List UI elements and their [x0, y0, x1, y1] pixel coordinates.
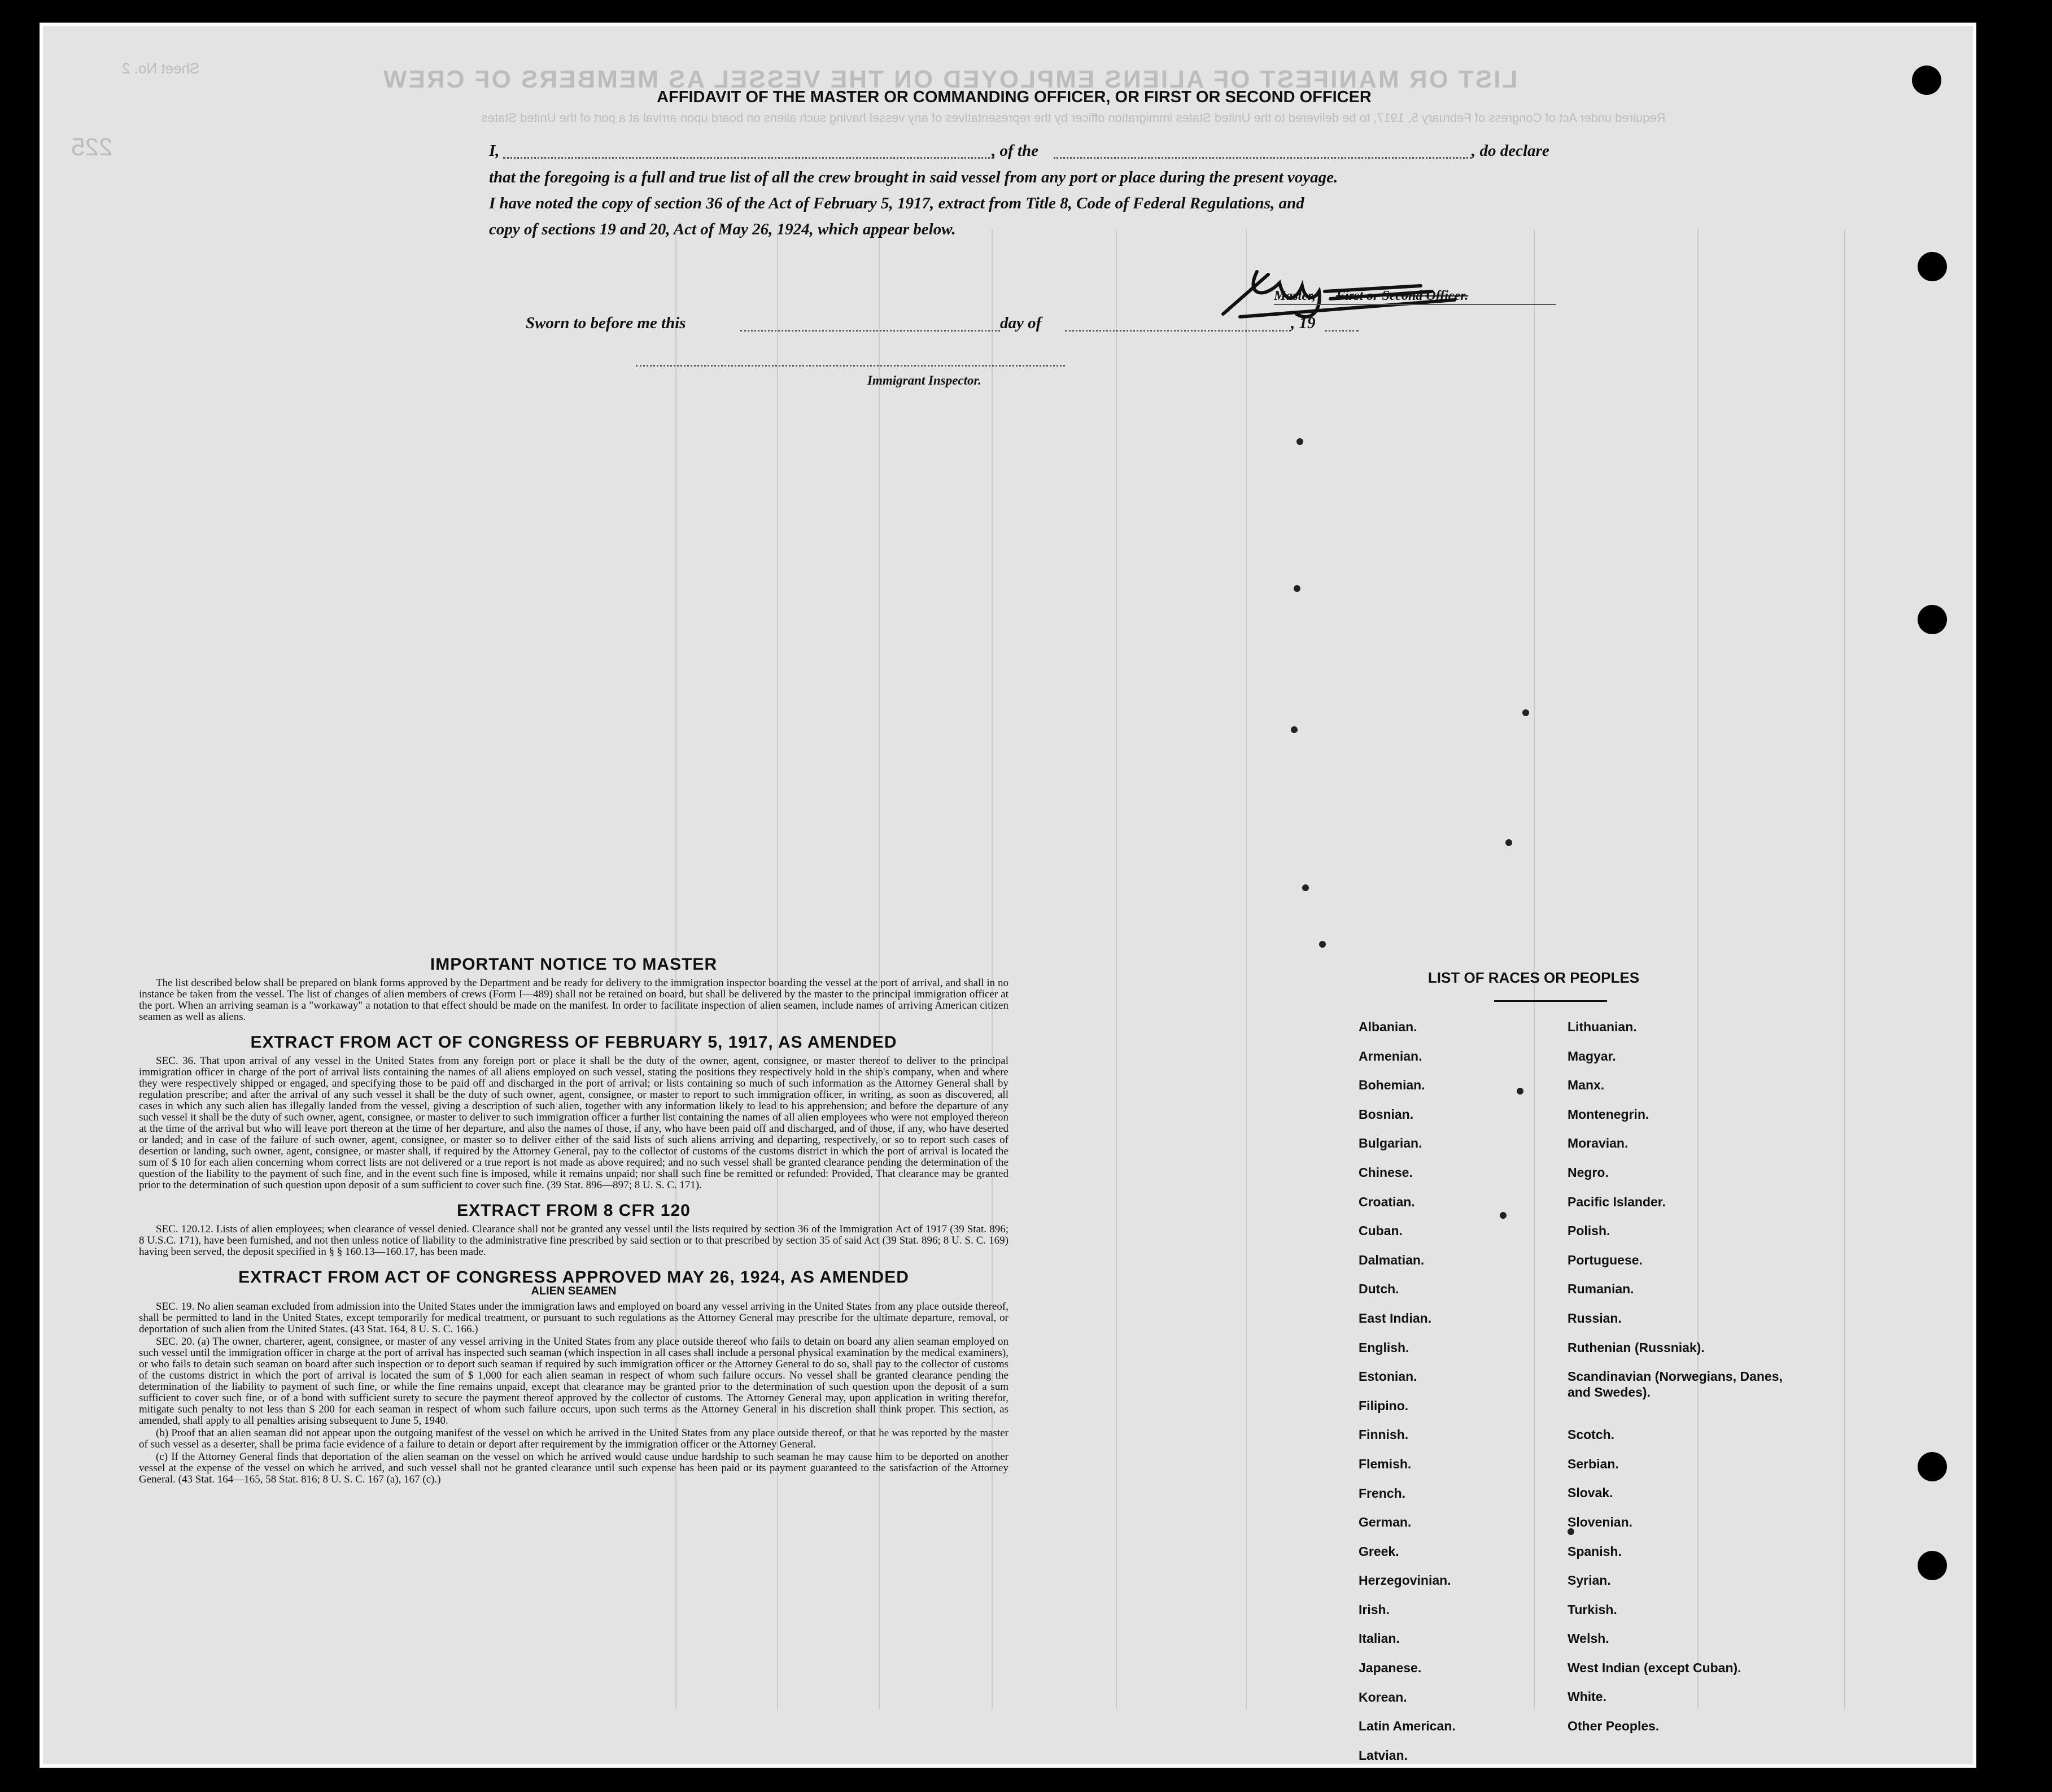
race-item: Portuguese. — [1568, 1252, 1643, 1267]
notice-text: The list described below shall be prepared on blank forms approved by the Department and be ready for delivery to the immigration inspector boarding the vessel at the port of arrival, and shall in no instance be taken from the vessel. The list of changes of alien members of crews (Form I—489) shall not be retained on board, but shall be delivered by the master to the principal immigration officer at the port. When an arriving seaman is a "workaway" a notation to that effect should be made on the manifest. In order to facilitate inspection of alien seamen, include names of arriving American citizen seamen as well as aliens. — [139, 977, 1008, 1023]
affidavit-line-2: that the foregoing is a full and true list of all the crew brought in said vessel from any port or place during the present voyage. — [489, 168, 1338, 186]
race-item: Other Peoples. — [1568, 1719, 1660, 1734]
notice-title: IMPORTANT NOTICE TO MASTER — [430, 955, 718, 974]
extract-1924-sec20b: (b) Proof that an alien seaman did not appear upon the outgoing manifest of the vessel on which he arrived in the United States from any place outside thereof, or that he was reported by the master of such vessel as a deserter, shall be prima facie evidence of a failure to detain or deport after requirement by the immigration officer or the Attorney General. — [139, 1427, 1008, 1450]
affidavit-declare-label: , do declare — [1472, 142, 1549, 160]
affidavit-i-label: I, — [489, 142, 500, 160]
ink-speck — [1505, 839, 1512, 846]
sheet-number: Sheet No. 2 — [122, 60, 200, 77]
binder-hole — [1918, 252, 1947, 281]
race-item: Spanish. — [1568, 1544, 1622, 1559]
extract-1917-text: SEC. 36. That upon arrival of any vessel in the United States from any foreign port or place it shall be the duty of the owner, agent, consignee, or master thereof to deliver to the principal immigration officer in charge of the port of arrival lists containing the names of all aliens employed on such vessel, stating the positions they respectively hold in the ship's company, when and where they were respectively shipped or engaged, and specifying those to be paid off and discharged in the port of arrival; or lists containing so much of such information as the Attorney General shall by regulation prescribe; and after the arrival of any such vessel it shall be the duty of such owner, agent, consignee, or master to report to such immigration officer, in writing, as soon as discovered, all cases in which any such alien has illegally landed from the vessel, giving a description of such alien, together with any information likely to lead to his apprehension; and before the departure of any such vessel it shall be the duty of such owner, agent, consignee, or master to deliver to such immigration officer a further list containing the names of all alien employees who were not employed thereon at the time of the arrival but who will leave port thereon at the time of her departure, and also the names of those, if any, who have been paid off and discharged, and of those, if any, who have deserted or landed; and in case of the failure of such owner, agent, consignee, or master so to deliver either of the said lists of such aliens arriving and departing, respectively, or so to report such cases of desertion or landing, such owner, agent, consignee, or master shall, if required by the Attorney General, pay to the collector of customs of the customs district in which the port of arrival is located the sum of $ 10 for each alien concerning whom correct lists are not delivered or a true report is not made as above required; and no such vessel shall be granted clearance pending the determination of the question of the liability to the payment of such fine, and in the event such fine is imposed, while it remains unpaid; nor shall such fine be remitted or refunded: Provided, That clearance may be granted prior to the determination of such question upon deposit of a sum sufficient to cover such fine. (39 Stat. 896—897; 8 U. S. C. 171). — [139, 1055, 1008, 1191]
race-item: Moravian. — [1568, 1136, 1628, 1151]
race-item: Armenian. — [1359, 1048, 1422, 1063]
race-item: Magyar. — [1568, 1048, 1616, 1063]
race-item: Syrian. — [1568, 1573, 1611, 1588]
race-item: Filipino. — [1359, 1398, 1409, 1413]
extract-cfr-text: SEC. 120.12. Lists of alien employees; when clearance of vessel denied. Clearance shall not be granted any vessel until the lists required by section 36 of the Immigration Act of 1917 (39 Stat. 896; 8 U.S.C. 171), have been furnished, and not then unless notice of liability to the administrative fine prescribed by said section or to that prescribed by section 35 of said Act (39 Stat. 896; 8 U. S. C. 169) having been served, the deposit specified in § § 160.13—160.17, has been made. — [139, 1223, 1008, 1258]
race-item: Russian. — [1568, 1310, 1622, 1326]
race-item: German. — [1359, 1515, 1412, 1530]
extract-1924-title: EXTRACT FROM ACT OF CONGRESS APPROVED MAY 26, 1924, AS AMENDED — [238, 1268, 909, 1287]
extract-1924-sec19: SEC. 19. No alien seaman excluded from admission into the United States under the immigration laws and employed on board any vessel arriving in the United States from any place outside thereof, shall be permitted to land in the United States, except temporarily for medical treatment, or pursuant to such regulations as the Attorney General may prescribe for the ultimate departure, removal, or deportation of such alien from the United States. (43 Stat. 164, 8 U. S. C. 166.) — [139, 1301, 1008, 1335]
mirrored-subheader: Required under Act of Congress of February 5, 1917, to be delivered to the United States immigration officer by the representatives of any vessel having such aliens on board upon arrival at a port of the United States — [481, 111, 1666, 125]
sworn-year-blank[interactable] — [1325, 330, 1359, 332]
race-item: Bosnian. — [1359, 1106, 1414, 1122]
race-item: Chinese. — [1359, 1165, 1413, 1180]
race-item: Scandinavian (Norwegians, Danes, and Swedes). — [1568, 1369, 1783, 1400]
race-item: Irish. — [1359, 1602, 1390, 1617]
race-item: Flemish. — [1359, 1456, 1412, 1471]
ghost-column-line — [1116, 229, 1117, 1709]
race-item: Welsh. — [1568, 1631, 1609, 1646]
race-item: Cuban. — [1359, 1223, 1403, 1239]
binder-hole — [1918, 1551, 1947, 1580]
extract-1924-sec20c: (c) If the Attorney General finds that deportation of the alien seaman on the vessel on which he arrived would cause undue hardship to such seaman he may cause him to be deported on another vessel at the expense of the vessel on which he arrived, and such vessel shall not be granted clearance until such expense has been paid or its payment guaranteed to the satisfaction of the Attorney General. (43 Stat. 164—165, 58 Stat. 816; 8 U. S. C. 167 (a), 167 (c).) — [139, 1451, 1008, 1485]
race-item: Greek. — [1359, 1544, 1399, 1559]
affidavit-of-the-label: , of the — [992, 142, 1038, 160]
ink-speck — [1522, 709, 1529, 716]
race-item: Japanese. — [1359, 1660, 1422, 1676]
signature-caption-struck: First or Second Officer. — [1336, 289, 1469, 303]
ink-speck — [1291, 726, 1298, 733]
race-item: Dalmatian. — [1359, 1252, 1425, 1267]
binder-hole — [1912, 66, 1941, 95]
race-item: Estonian. — [1359, 1369, 1417, 1384]
race-item: Slovenian. — [1568, 1514, 1633, 1529]
race-item: Latvian. — [1359, 1747, 1408, 1763]
mirrored-header: LIST OR MANIFEST OF ALIENS EMPLOYED ON THE VESSEL AS MEMBERS OF CREW — [382, 66, 1518, 93]
sworn-month-blank[interactable] — [1065, 330, 1291, 332]
race-item: Korean. — [1359, 1689, 1407, 1704]
extract-1924-sec20a: SEC. 20. (a) The owner, charterer, agent, consignee, or master of any vessel arriving in the United States from any place outside thereof who fails to detain on board any alien seaman employed on such vessel until the immigration officer in charge at the port of arrival has inspected such seaman (which inspection in all cases shall include a personal physical examination by the medical examiners), or who fails to detain such seaman on board after such inspection or to deport such seaman if required by such immigration officer or the Attorney General to do so, shall pay to the collector of customs of the customs district in which the port of arrival is located the sum of $ 1,000 for each alien seaman in respect of whom such failure occurs. No vessel shall be granted clearance pending the determination of the liability to payment of such fine, or while the fine remains unpaid, except that clearance may be granted prior to the determination of such question upon the deposit of a sum sufficient to cover such fine, or of a bond with sufficient surety to secure the payment thereof approved by the collector of customs. The Attorney General may, upon application in writing therefor, mitigate such penalty to not less than $ 200 for each seaman in respect of whom such failure occurs, upon such terms as the Attorney General in his discretion shall think proper. This section, as amended, shall apply to all penalties arising subsequent to June 5, 1940. — [139, 1336, 1008, 1427]
race-item: Italian. — [1359, 1631, 1400, 1646]
race-item: Latin American. — [1359, 1719, 1456, 1734]
race-item: Turkish. — [1568, 1602, 1617, 1617]
extract-cfr-title: EXTRACT FROM 8 CFR 120 — [457, 1201, 691, 1220]
race-item: Polish. — [1568, 1223, 1610, 1239]
signature-caption-master: Master, — [1274, 289, 1316, 303]
sworn-day-blank[interactable] — [740, 330, 1000, 332]
document-page — [40, 23, 1976, 1768]
race-item: Montenegrin. — [1568, 1106, 1649, 1122]
page-number: 225 — [71, 133, 113, 161]
binder-hole — [1918, 605, 1947, 634]
race-item: Negro. — [1568, 1165, 1609, 1180]
extract-1917-title: EXTRACT FROM ACT OF CONGRESS OF FEBRUARY 5, 1917, AS AMENDED — [250, 1033, 897, 1052]
race-item: Scotch. — [1568, 1427, 1615, 1442]
ink-speck — [1296, 438, 1303, 445]
races-left-column — [1359, 1019, 1551, 1768]
race-item: Slovak. — [1568, 1485, 1613, 1501]
race-item: East Indian. — [1359, 1310, 1432, 1326]
race-item: English. — [1359, 1340, 1409, 1355]
inspector-signature-blank[interactable] — [636, 365, 1065, 367]
binder-hole — [1918, 1452, 1947, 1481]
race-item: White. — [1568, 1689, 1606, 1704]
signature-line — [1274, 304, 1556, 305]
race-item: French. — [1359, 1485, 1406, 1501]
race-item: Dutch. — [1359, 1281, 1399, 1297]
race-item: Bulgarian. — [1359, 1136, 1422, 1151]
extract-1924-subtitle: ALIEN SEAMEN — [531, 1285, 617, 1297]
affidavit-line-3: I have noted the copy of section 36 of the Act of February 5, 1917, extract from Title 8, Code of Federal Regulations, and — [489, 194, 1304, 212]
ink-speck — [1294, 585, 1300, 592]
inspector-caption: Immigrant Inspector. — [867, 373, 981, 387]
race-item: Rumanian. — [1568, 1281, 1634, 1297]
race-item: Finnish. — [1359, 1427, 1409, 1442]
notice-section — [139, 955, 1008, 1485]
race-item: West Indian (except Cuban). — [1568, 1660, 1741, 1675]
ink-speck — [1302, 884, 1309, 891]
affidavit-line-4: copy of sections 19 and 20, Act of May 26, 1924, which appear below. — [489, 220, 956, 238]
race-item: Ruthenian (Russniak). — [1568, 1340, 1705, 1355]
race-item: Albanian. — [1359, 1019, 1417, 1034]
sworn-year-label: , 19 — [1291, 314, 1316, 332]
race-item: Manx. — [1568, 1078, 1605, 1093]
ink-speck — [1319, 941, 1326, 948]
sworn-day-label: day of — [1000, 314, 1042, 332]
master-name-blank[interactable] — [503, 157, 994, 159]
race-item: Lithuanian. — [1568, 1019, 1637, 1034]
ghost-column-line — [1844, 229, 1845, 1709]
affidavit-title: AFFIDAVIT OF THE MASTER OR COMMANDING OFFICER, OR FIRST OR SECOND OFFICER — [657, 88, 1372, 106]
race-item: Herzegovinian. — [1359, 1573, 1451, 1588]
race-item: Serbian. — [1568, 1456, 1619, 1471]
sworn-prefix: Sworn to before me this — [526, 314, 686, 332]
races-title: LIST OF RACES OR PEOPLES — [1427, 969, 1640, 986]
race-item: Croatian. — [1359, 1194, 1415, 1209]
ghost-column-line — [1246, 229, 1247, 1709]
vessel-name-blank[interactable] — [1054, 157, 1472, 159]
race-item: Pacific Islander. — [1568, 1194, 1666, 1209]
race-item: Bohemian. — [1359, 1078, 1425, 1093]
races-title-rule — [1494, 1000, 1607, 1002]
races-right-column — [1568, 1019, 1805, 1747]
